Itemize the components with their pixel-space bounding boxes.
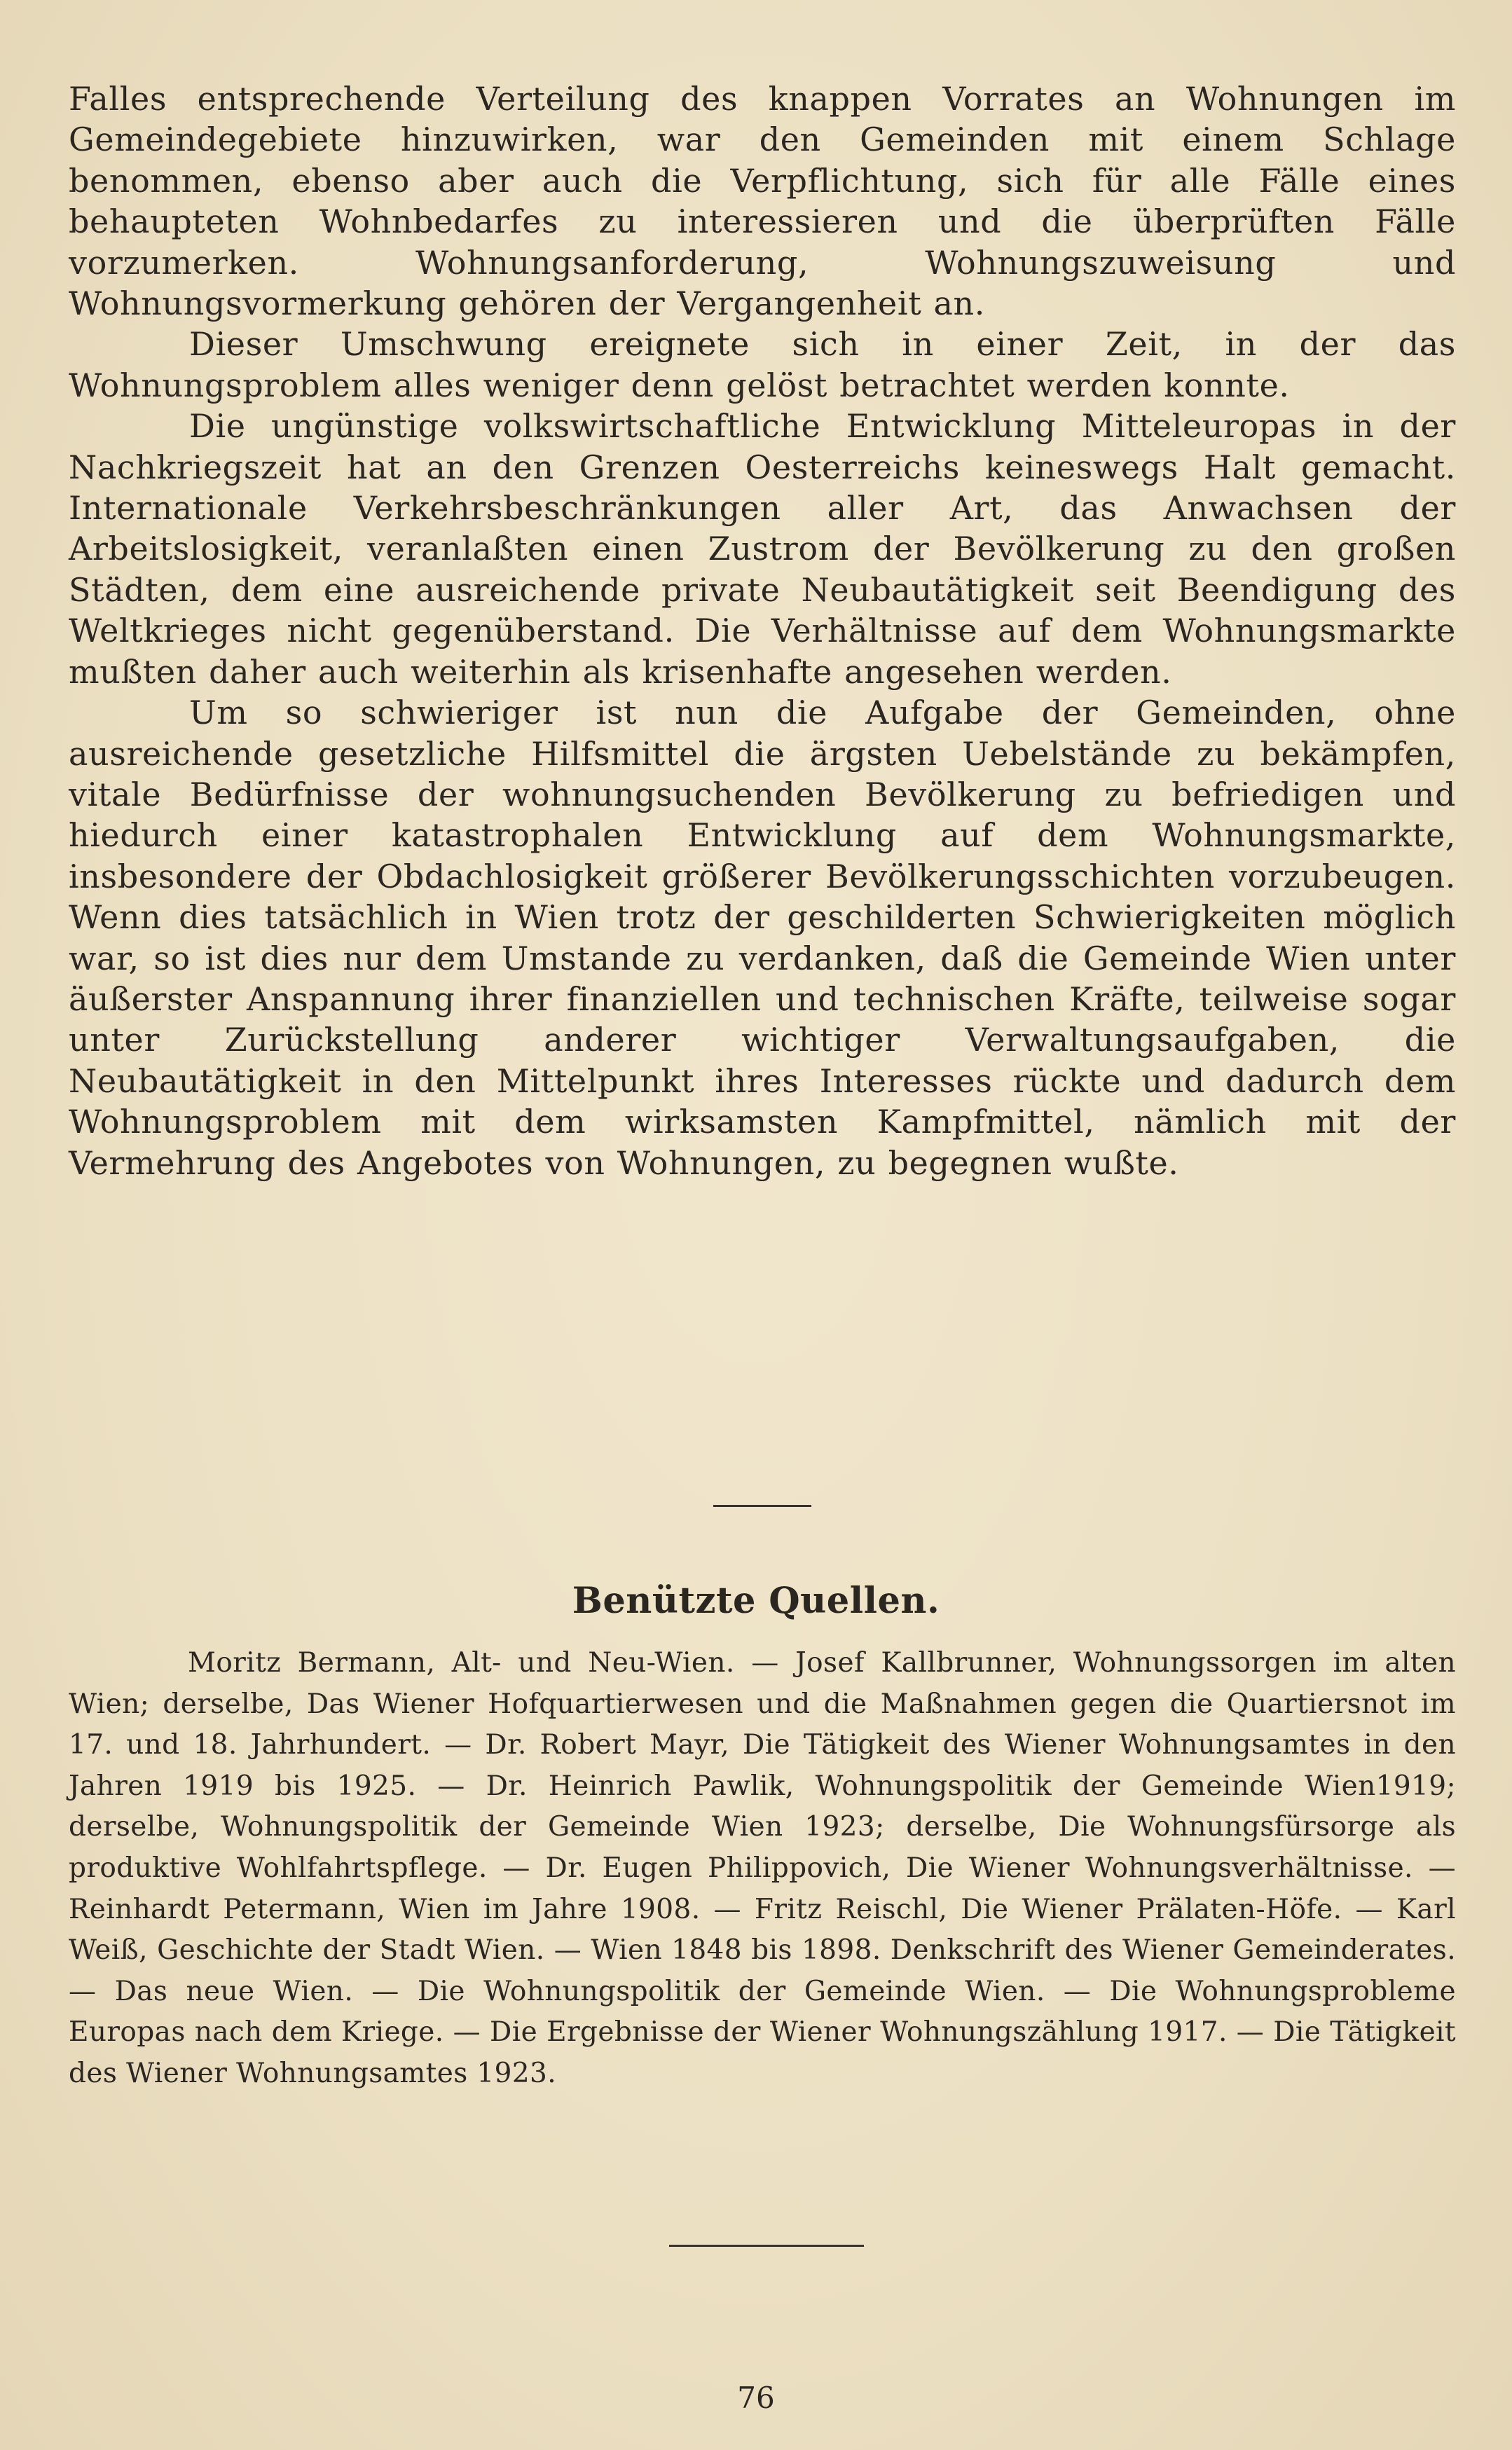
paragraph-aufgabe: Um so schwieriger ist nun die Aufgabe der Gemeinden, ohne ausreichende gesetzliche Hilfsmittel die ärgsten Uebelstände zu bekämpfen, vitale Bedürfnisse der wohnungsuchenden Bevölkerung zu befriedigen und hiedurch einer katastrophalen Entwicklung auf dem Wohnungsmarkte, insbesondere der Obdachlosigkeit größerer Bevölkerungsschichten vorzubeugen. Wenn dies tatsächlich in Wien trotz der geschilderten Schwierigkeiten möglich war, so ist dies nur dem Umstande zu verdanken, daß die Gemeinde Wien unter äußerster Anspannung ihrer finanziellen und technischen Kräfte, teilweise sogar unter Zurückstellung anderer wichtiger Verwaltungsaufgaben, die Neubautätigkeit in den Mittelpunkt ihres Interesses rückte und dadurch dem Wohnungsproblem mit dem wirksamsten Kampfmittel, nämlich mit der Vermehrung des Angebotes von Wohnungen, zu begegnen wußte. (69, 694, 1456, 1182)
page-number: 76 (737, 2381, 775, 2415)
section-divider (713, 1505, 811, 1507)
paragraph-continued: Falles entsprechende Verteilung des knappen Vorrates an Wohnungen im Gemeindegebiete hinzuwirken, war den Gemeinden mit einem Schlage benommen, ebenso aber auch die Verpflichtung, sich für alle Fälle eines behaupteten Wohnbedarfes zu interessieren und die überprüften Fälle vorzumerken. Wohnungsanforderung, Wohnungszuweisung und Wohnungsvormerkung gehören der Vergangenheit an. (69, 80, 1456, 323)
paragraph-entwicklung: Die ungünstige volkswirtschaftliche Entwicklung Mitteleuropas in der Nachkriegszeit hat an den Grenzen Oesterreichs keineswegs Halt gemacht. Internationale Verkehrsbeschränkungen aller Art, das Anwachsen der Arbeitslosigkeit, veranlaßten einen Zustrom der Bevölkerung zu den großen Städten, dem eine ausreichende private Neubautätigkeit seit Beendigung des Weltkrieges nicht gegenüberstand. Die Verhältnisse auf dem Wohnungsmarkte mußten daher auch weiterhin als krisenhafte angesehen werden. (69, 407, 1456, 691)
sources-heading: Benützte Quellen. (572, 1580, 940, 1622)
sources-list: Moritz Bermann, Alt- und Neu-Wien. — Josef Kallbrunner, Wohnungssorgen im alten Wien; derselbe, Das Wiener Hofquartierwesen und die Maßnahmen gegen die Quartiersnot im 17. und 18. Jahrhundert. — Dr. Robert Mayr, Die Tätigkeit des Wiener Wohnungsamtes in den Jahren 1919 bis 1925. — Dr. Heinrich Pawlik, Wohnungspolitik der Gemeinde Wien1919; derselbe, Wohnungspolitik der Gemeinde Wien 1923; derselbe, Die Wohnungsfürsorge als produktive Wohlfahrtspflege. — Dr. Eugen Philippovich, Die Wiener Wohnungsverhältnisse. — Reinhardt Petermann, Wien im Jahre 1908. — Fritz Reischl, Die Wiener Prälaten-Höfe. — Karl Weiß, Geschichte der Stadt Wien. — Wien 1848 bis 1898. Denkschrift des Wiener Gemeinderates. — Das neue Wien. — Die Wohnungspolitik der Gemeinde Wien. — Die Wohnungsprobleme Europas nach dem Kriege. — Die Ergebnisse der Wiener Wohnungszählung 1917. — Die Tätigkeit des Wiener Wohnungsamtes 1923. (69, 1647, 1456, 2089)
end-divider (669, 2245, 864, 2247)
paragraph-umschwung: Dieser Umschwung ereignete sich in einer Zeit, in der das Wohnungsproblem alles weniger denn gelöst betrachtet werden konnte. (69, 325, 1456, 404)
body-text (69, 78, 1456, 1183)
